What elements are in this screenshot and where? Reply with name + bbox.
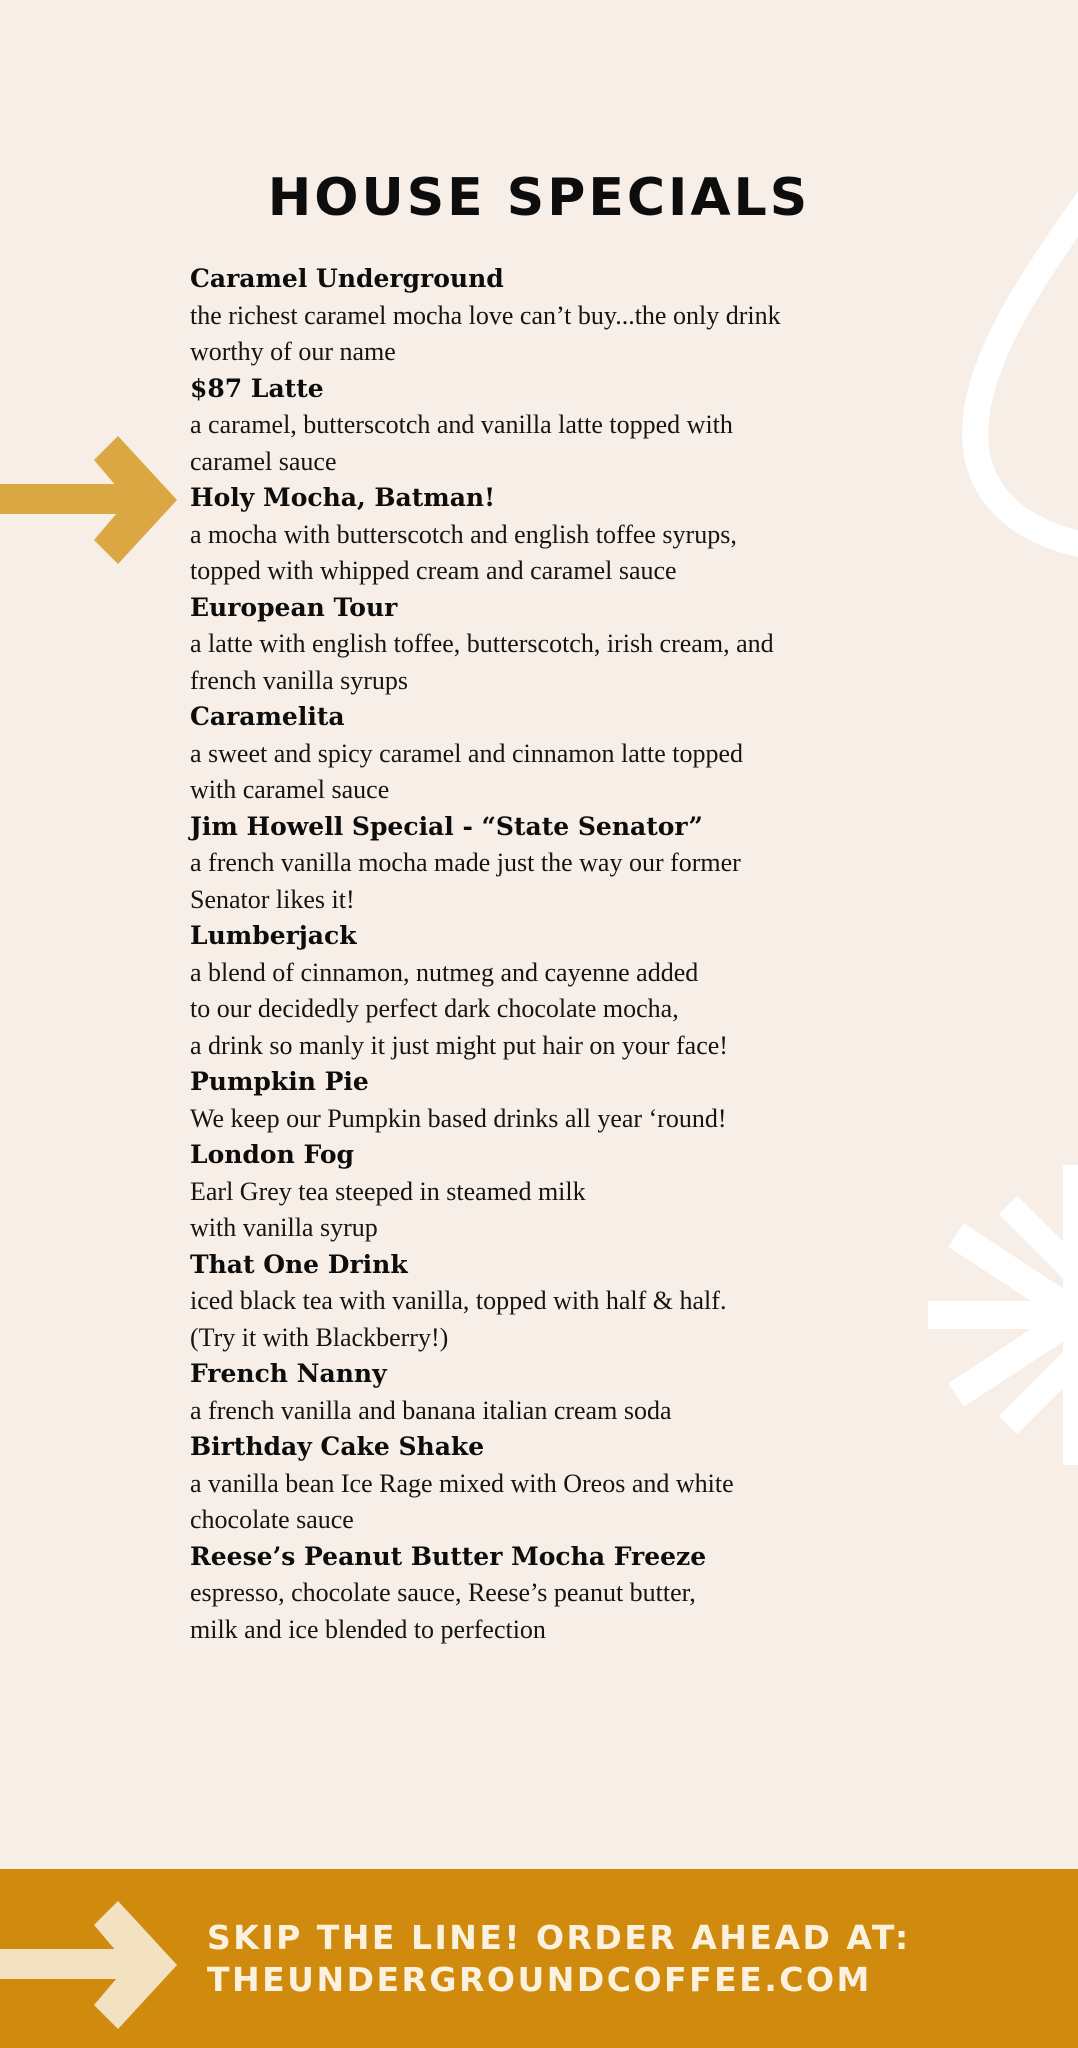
menu-item xyxy=(190,371,910,481)
page-title: HOUSE SPECIALS xyxy=(267,168,811,228)
item-name: Birthday Cake Shake xyxy=(190,1432,485,1461)
item-description: a vanilla bean Ice Rage mixed with Oreos and white chocolate sauce xyxy=(190,1468,734,1534)
item-name: Reese’s Peanut Butter Mocha Freeze xyxy=(190,1541,707,1571)
item-name: Jim Howell Special - “State Senator” xyxy=(190,811,703,841)
order-ahead-heading: SKIP THE LINE! ORDER AHEAD AT: xyxy=(207,1918,911,1957)
item-description: a french vanilla and banana italian cream soda xyxy=(190,1395,672,1425)
arrow-right-icon xyxy=(0,436,180,564)
item-name: Holy Mocha, Batman! xyxy=(190,483,496,512)
menu-item xyxy=(190,1247,910,1357)
item-description: iced black tea with vanilla, topped with half & half. (Try it with Blackberry!) xyxy=(190,1286,727,1352)
website-link[interactable]: THEUNDERGROUNDCOFFEE.COM xyxy=(207,1960,872,1999)
item-description: a sweet and spicy caramel and cinnamon latte topped with caramel sauce xyxy=(190,738,744,804)
menu-item xyxy=(190,809,910,919)
arrow-right-icon xyxy=(0,1901,180,2029)
item-name: Caramelita xyxy=(190,702,345,731)
menu-item xyxy=(190,590,910,700)
menu-item xyxy=(190,1064,910,1137)
item-description: a mocha with butterscotch and english toffee syrups, topped with whipped cream and caramel sauce xyxy=(190,519,737,585)
order-ahead-banner xyxy=(0,1869,1078,2048)
menu-item xyxy=(190,480,910,590)
item-name: Lumberjack xyxy=(190,921,357,950)
item-description: Earl Grey tea steeped in steamed milk with vanilla syrup xyxy=(190,1176,586,1242)
item-name: $87 Latte xyxy=(190,373,324,403)
specials-list xyxy=(190,261,910,1648)
item-description: espresso, chocolate sauce, Reese’s peanut butter, milk and ice blended to perfection xyxy=(190,1578,696,1644)
item-description: a blend of cinnamon, nutmeg and cayenne added to our decidedly perfect dark chocolate mocha, a drink so manly it just might put hair on your face! xyxy=(190,957,728,1060)
item-name: European Tour xyxy=(190,592,398,622)
item-name: London Fog xyxy=(190,1140,355,1169)
item-description: a caramel, butterscotch and vanilla latte topped with caramel sauce xyxy=(190,410,733,476)
menu-item xyxy=(190,699,910,809)
item-description: We keep our Pumpkin based drinks all year ‘round! xyxy=(190,1103,727,1133)
menu-item xyxy=(190,918,910,1064)
menu-item xyxy=(190,1137,910,1247)
menu-item xyxy=(190,1429,910,1539)
item-description: the richest caramel mocha love can’t buy...the only drink worthy of our name xyxy=(190,300,781,366)
item-name: French Nanny xyxy=(190,1359,387,1388)
asterisk-burst-icon xyxy=(928,1165,1078,1465)
item-description: a latte with english toffee, butterscotch, irish cream, and french vanilla syrups xyxy=(190,629,774,695)
item-name: Caramel Underground xyxy=(190,264,504,293)
item-description: a french vanilla mocha made just the way our former Senator likes it! xyxy=(190,848,741,914)
order-ahead-text xyxy=(207,1917,911,2001)
item-name: That One Drink xyxy=(190,1249,408,1279)
menu-item xyxy=(190,261,910,371)
item-name: Pumpkin Pie xyxy=(190,1067,369,1096)
menu-item xyxy=(190,1356,910,1429)
menu-item xyxy=(190,1539,910,1649)
